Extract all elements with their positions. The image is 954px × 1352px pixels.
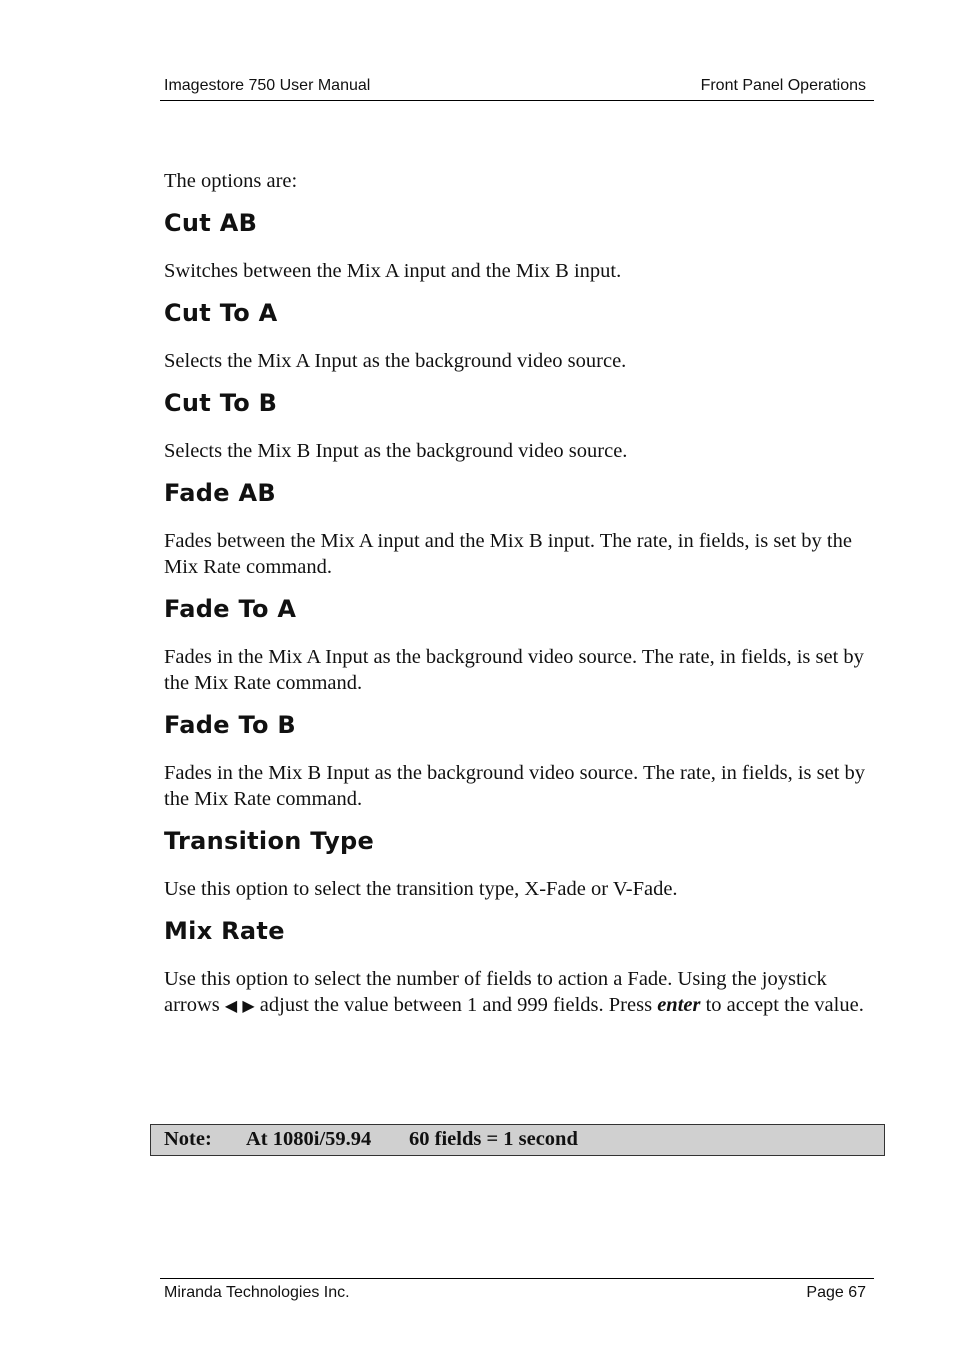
arrow-left-icon: ◀ — [224, 998, 238, 1015]
page-header — [160, 76, 874, 101]
note-value: 60 fields = 1 second — [409, 1128, 578, 1150]
mix-rate-text-middle: adjust the value between 1 and 999 fields. Press — [259, 994, 653, 1016]
note-box — [150, 1124, 885, 1156]
body-cut-ab: Switches between the Mix A input and the Mix B input. — [164, 260, 622, 282]
heading-mix-rate: Mix Rate — [164, 917, 285, 945]
body-fade-ab: Fades between the Mix A input and the Mix B input. The rate, in fields, is set by the Mix Rate command. — [164, 530, 852, 578]
body-transition-type: Use this option to select the transition type, X-Fade or V-Fade. — [164, 878, 678, 900]
heading-cut-to-b: Cut To B — [164, 389, 278, 417]
mix-rate-text-after: to accept the value. — [705, 994, 864, 1016]
body-mix-rate — [164, 966, 874, 1020]
heading-fade-to-a: Fade To A — [164, 595, 297, 623]
mix-rate-text-before: Use this option to select the number of fields to action a Fade. Using the joystick arrows — [164, 968, 827, 1016]
heading-fade-to-b: Fade To B — [164, 711, 297, 739]
footer-page-number: Page 67 — [806, 1284, 866, 1301]
intro-text: The options are: — [164, 170, 298, 192]
header-manual-title: Imagestore 750 User Manual — [164, 77, 371, 94]
heading-fade-ab: Fade AB — [164, 479, 276, 507]
note-condition: At 1080i/59.94 — [246, 1128, 372, 1150]
body-fade-to-a: Fades in the Mix A Input as the background video source. The rate, in fields, is set by the Mix Rate command. — [164, 646, 864, 694]
heading-cut-to-a: Cut To A — [164, 299, 278, 327]
heading-transition-type: Transition Type — [164, 827, 375, 855]
body-fade-to-b: Fades in the Mix B Input as the background video source. The rate, in fields, is set by the Mix Rate command. — [164, 762, 866, 810]
arrow-right-icon: ▶ — [242, 998, 255, 1015]
mix-rate-enter-key: enter — [657, 994, 701, 1016]
body-cut-to-b: Selects the Mix B Input as the background video source. — [164, 440, 628, 462]
footer-company: Miranda Technologies Inc. — [164, 1284, 350, 1301]
header-section-title: Front Panel Operations — [700, 77, 866, 94]
page-footer — [160, 1278, 874, 1305]
note-label: Note: — [164, 1128, 212, 1150]
heading-cut-ab: Cut AB — [164, 209, 258, 237]
page-content — [164, 168, 874, 1034]
body-cut-to-a: Selects the Mix A Input as the background video source. — [164, 350, 627, 372]
